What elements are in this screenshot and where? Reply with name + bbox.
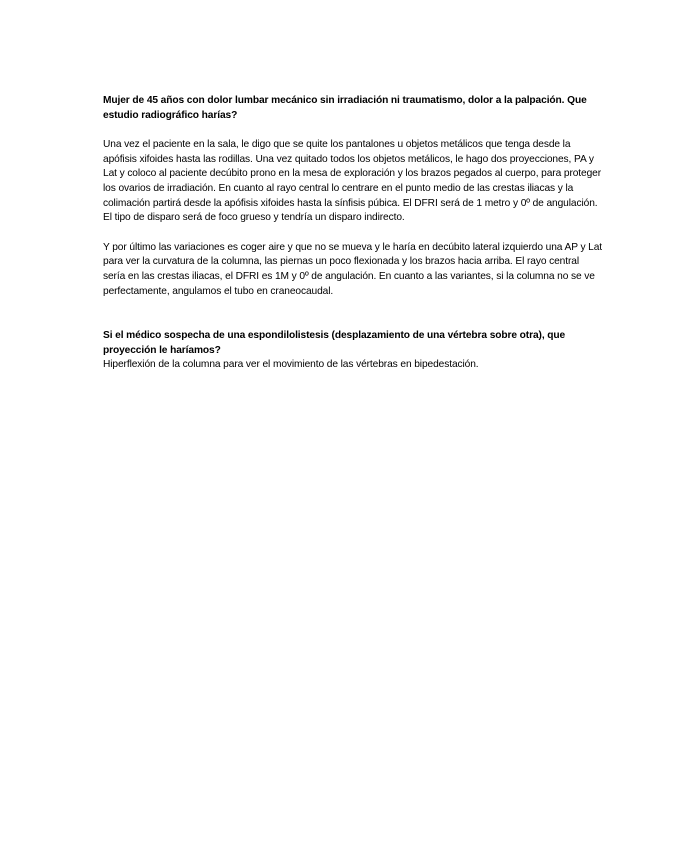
question-2: Si el médico sospecha de una espondilolistesis (desplazamiento de una vértebra sobre otra), que proyección le haríamos?	[103, 330, 566, 356]
answer-1-paragraph-1: Una vez el paciente en la sala, le digo que se quite los pantalones u objetos metálicos que tenga desde la apófisis xifoides hasta las rodillas. Una vez quitado todos los objetos metálicos, le hago dos proyecciones, PA y Lat y coloco al paciente decúbito prono en la mesa de exploración y los brazos pegados al cuerpo, para proteger los ovarios de irradiación. En cuanto al rayo central lo centrare en el punto medio de las crestas iliacas y la colimación partirá desde la apófisis xifoides hasta la sínfisis púbica. El DFRI será de 1 metro y 0º de angulación. El tipo de disparo será de foco grueso y tendría un disparo indirecto.	[103, 139, 602, 224]
question-1: Mujer de 45 años con dolor lumbar mecánico sin irradiación ni traumatismo, dolor a la palpación. Que estudio radiográfico harías?	[103, 95, 587, 121]
answer-1-paragraph-2: Y por último las variaciones es coger aire y que no se mueva y le haría en decúbito lateral izquierdo una AP y Lat para ver la curvatura de la columna, las piernas un poco flexionada y los brazos hacia arriba. El rayo central sería en las crestas iliacas, el DFRI es 1M y 0º de angulación. En cuanto a las variantes, si la columna no se ve perfectamente, angulamos el tubo en craneocaudal.	[103, 241, 603, 297]
answer-2: Hiperflexión de la columna para ver el movimiento de las vértebras en bipedestación.	[103, 359, 479, 371]
document-page	[103, 94, 603, 373]
